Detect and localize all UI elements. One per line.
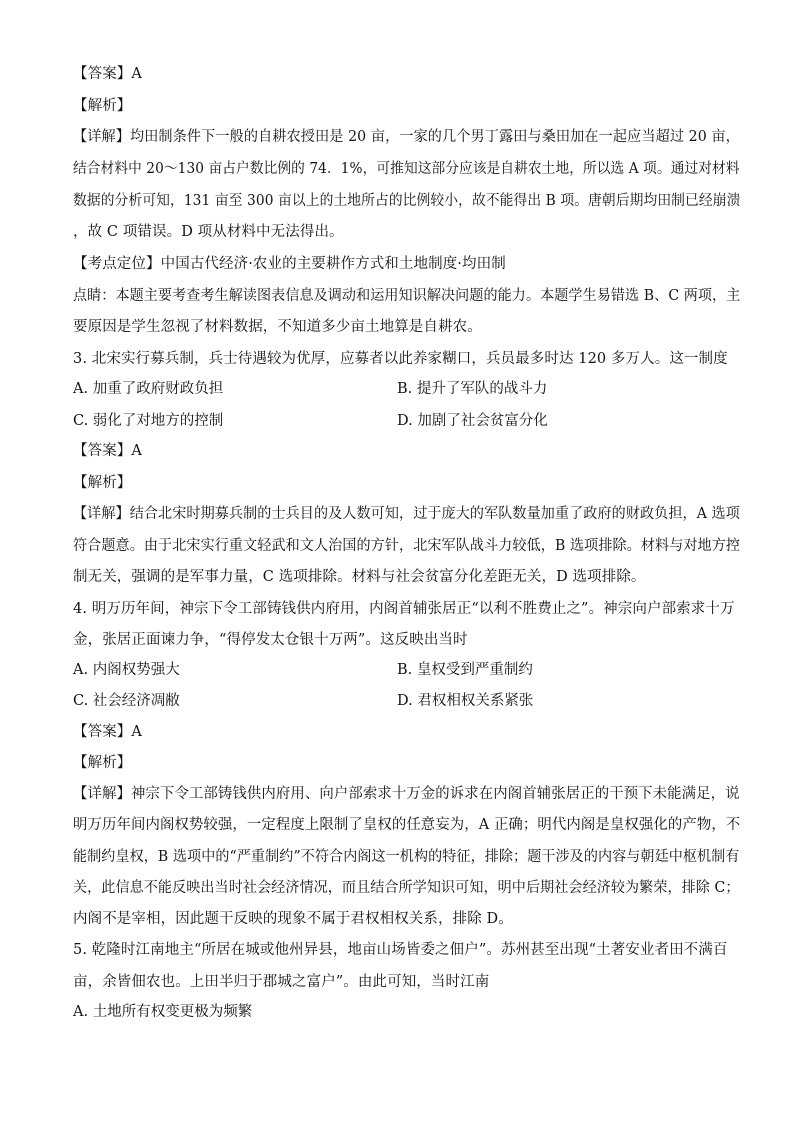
question-5-option-a: A. 土地所有权变更极为频繁 [73, 1004, 253, 1020]
question-3-stem: 3. 北宋实行募兵制，兵士待遇较为优厚，应募者以此养家糊口，兵员最多时达 120 多万人。这一制度 [73, 351, 728, 367]
question-4-stem-line2: 金，张居正面谏力争，“得停发太仓银十万两”。这反映出当时 [73, 632, 468, 648]
analysis-label-q4: 【解析】 [73, 755, 132, 771]
explanation-q4-line1: 【详解】神宗下令工部铸钱供内府用、向户部索求十万金的诉求在内阁首辅张居正的干预下未能满足，说 [73, 786, 740, 802]
question-4-stem-line1: 4. 明万历年间，神宗下令工部铸钱供内府用，内阁首辅张居正“以利不胜费止之”。神宗向户部索求十万 [73, 601, 735, 617]
answer-label-q3: 【答案】A [73, 443, 142, 459]
analysis-label-q3: 【解析】 [73, 475, 132, 491]
explanation-q4-line5: 内阁不是宰相，因此题干反映的现象不属于君权相权关系，排除 D。 [73, 911, 513, 927]
question-3-option-c: C. 弱化了对地方的控制 [73, 413, 224, 429]
tip-q2-line2: 要原因是学生忽视了材料数据，不知道多少亩土地算是自耕农。 [73, 319, 482, 335]
answer-label-q4: 【答案】A [73, 724, 142, 740]
explanation-q2-line4: ，故 C 项错误。D 项从材料中无法得出。 [73, 224, 344, 240]
question-4-option-d: D. 君权相权关系紧张 [397, 693, 534, 709]
explanation-q2-line1: 【详解】均田制条件下一般的自耕农授田是 20 亩，一家的几个男丁露田与桑田加在一起应当超过 20 亩， [73, 129, 740, 145]
question-4-option-b: B. 皇权受到严重制约 [397, 662, 533, 678]
explanation-q4-line2: 明万历年间内阁权势较强，一定程度上限制了皇权的任意妄为，A 正确；明代内阁是皇权强化的产物，不 [73, 817, 741, 833]
question-4-option-a: A. 内阁权势强大 [73, 662, 180, 678]
explanation-q2-line3: 数据的分析可知，131 亩至 300 亩以上的土地所占的比例较小，故不能得出 B 项。唐朝后期均田制已经崩溃 [73, 193, 741, 209]
question-3-option-a: A. 加重了政府财政负担 [73, 381, 224, 397]
question-4-option-c: C. 社会经济凋敝 [73, 693, 180, 709]
tip-q2-line1: 点睛：本题主要考查考生解读图表信息及调动和运用知识解决问题的能力。本题学生易错选 B、C 两项，主 [73, 288, 741, 304]
explanation-q3-line3: 制无关，强调的是军事力量，C 选项排除。材料与社会贫富分化差距无关，D 选项排除。 [73, 569, 646, 585]
question-3-option-b: B. 提升了军队的战斗力 [397, 381, 548, 397]
explanation-q2-line2: 结合材料中 20～130 亩占户数比例的 74．1%，可推知这部分应该是自耕农土地，所以选 A 项。通过对材料 [73, 161, 740, 177]
topic-position-q2: 【考点定位】中国古代经济·农业的主要耕作方式和土地制度·均田制 [73, 256, 506, 272]
analysis-label-q2: 【解析】 [73, 98, 132, 114]
question-5-stem-line2: 亩，余皆佃农也。上田半归于郡城之富户”。由此可知，当时江南 [73, 974, 490, 990]
explanation-q3-line1: 【详解】结合北宋时期募兵制的士兵目的及人数可知，过于庞大的军队数量加重了政府的财政负担，A 选项 [73, 506, 740, 522]
question-5-stem-line1: 5. 乾隆时江南地主“所居在城或他州异县，地亩山场皆委之佃户”。苏州甚至出现“土著安业者田不满百 [73, 942, 728, 958]
explanation-q3-line2: 符合题意。由于北宋实行重文轻武和文人治国的方针，北宋军队战斗力较低，B 选项排除。材料与对地方控 [73, 538, 741, 554]
question-3-option-d: D. 加剧了社会贫富分化 [397, 413, 548, 429]
explanation-q4-line4: 关，此信息不能反映出当时社会经济情况，而且结合所学知识可知，明中后期社会经济较为繁荣，排除 C； [73, 880, 740, 896]
explanation-q4-line3: 能制约皇权，B 选项中的“严重制约”不符合内阁这一机构的特征，排除；题干涉及的内容与朝廷中枢机制有 [73, 849, 740, 865]
answer-label-q2: 【答案】A [73, 66, 142, 82]
